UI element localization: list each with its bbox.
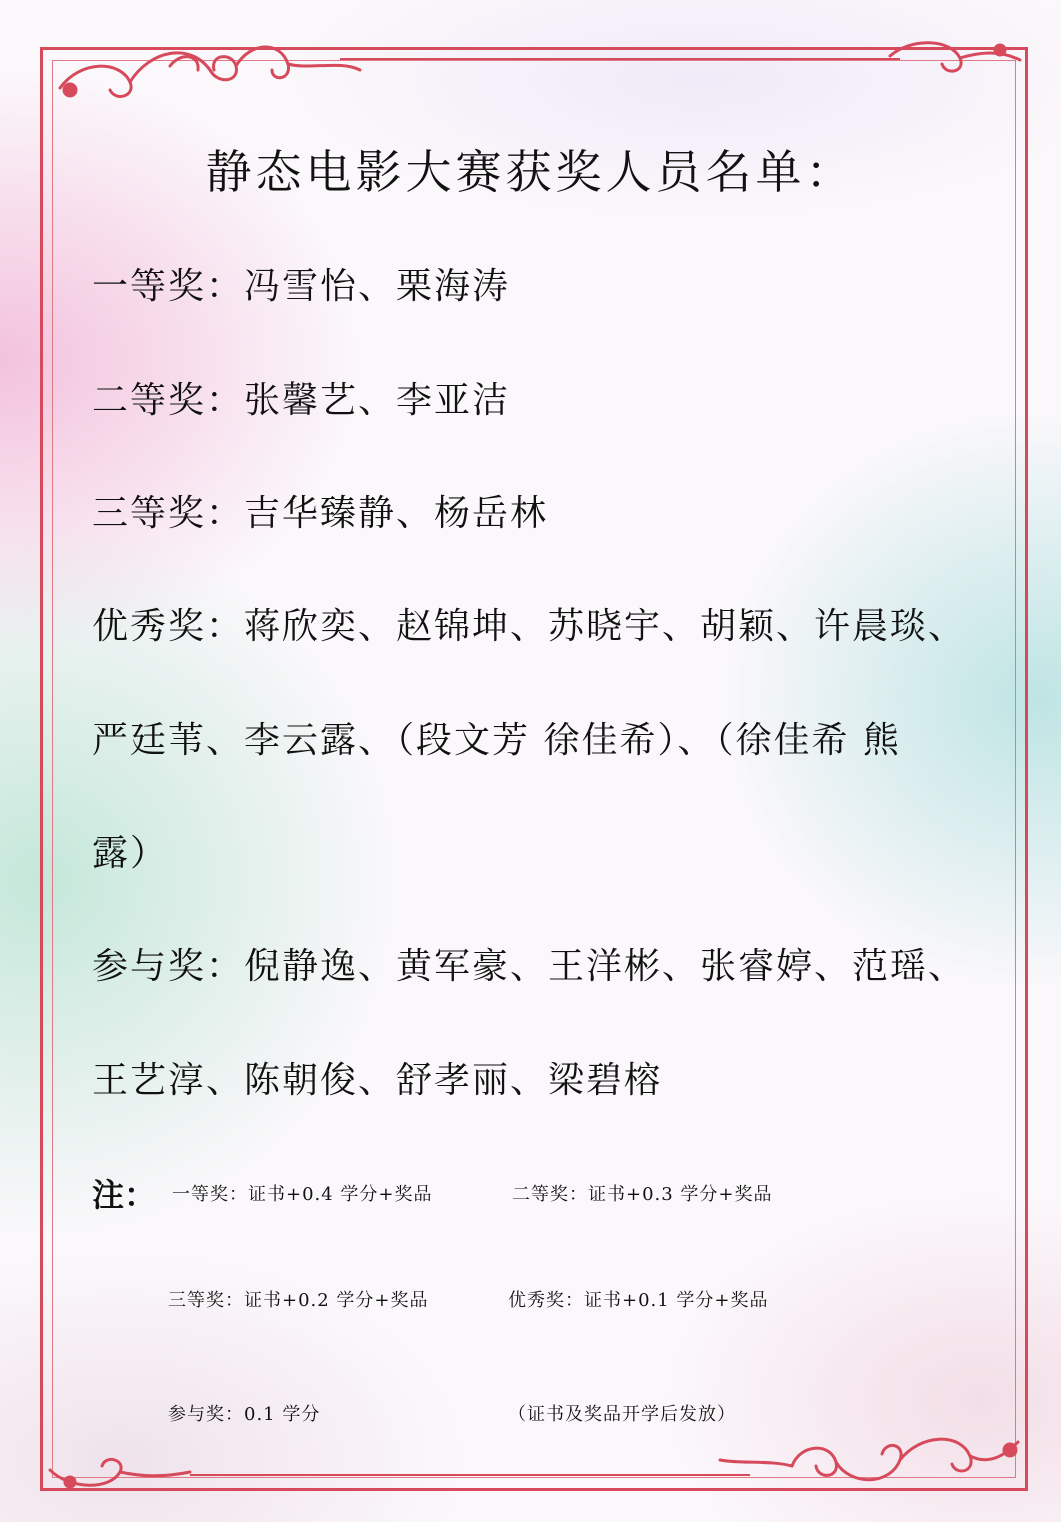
award-row-excellent-cont (92, 825, 168, 876)
award-row-excellent (92, 598, 966, 649)
award-label: 三等奖： (92, 493, 245, 534)
note-excellent-prize: 优秀奖：证书+0.1 学分+奖品 (508, 1290, 769, 1311)
award-label: 参与奖： (92, 946, 245, 987)
award-names: 严廷苇、李云露、（段文芳 徐佳希）、（徐佳希 熊 (92, 720, 901, 761)
award-names: 王艺淳、陈朝俊、舒孝丽、梁碧榕 (92, 1060, 663, 1101)
award-names: 倪静逸、黄军豪、王洋彬、张睿婷、范瑶、 (244, 946, 967, 987)
award-row-participation (92, 938, 966, 989)
note-participation-prize: 参与奖：0.1 学分 (168, 1404, 321, 1425)
note-third-prize: 三等奖：证书+0.2 学分+奖品 (168, 1290, 429, 1311)
award-row-third (92, 485, 548, 536)
award-row-participation-cont (92, 1052, 662, 1103)
top-right-flourish-ornament (880, 30, 1030, 90)
award-names: 蒋欣奕、赵锦坤、苏晓宇、胡颖、许晨琰、 (244, 606, 967, 647)
page-title: 静态电影大赛获奖人员名单： (205, 145, 856, 199)
award-names: 露） (92, 833, 169, 874)
note-distribution: （证书及奖品开学后发放） (508, 1404, 736, 1425)
award-row-second (92, 372, 510, 423)
top-left-flourish-ornament (40, 30, 380, 110)
award-label: 二等奖： (92, 380, 245, 421)
top-line-ornament (340, 56, 900, 62)
award-row-excellent-cont (92, 712, 901, 763)
note-second-prize: 二等奖：证书+0.3 学分+奖品 (512, 1184, 773, 1205)
award-label: 优秀奖： (92, 606, 245, 647)
bottom-left-flourish-ornament (40, 1440, 200, 1500)
award-names: 吉华臻静、杨岳林 (244, 493, 549, 534)
award-names: 冯雪怡、栗海涛 (244, 266, 511, 307)
note-first-prize: 一等奖：证书+0.4 学分+奖品 (172, 1184, 433, 1205)
bottom-right-flourish-ornament (700, 1420, 1040, 1500)
award-row-first (92, 258, 510, 309)
bottom-line-ornament (190, 1472, 750, 1478)
award-names: 张馨艺、李亚洁 (244, 380, 511, 421)
award-label: 一等奖： (92, 266, 245, 307)
note-label: 注： (92, 1176, 157, 1214)
